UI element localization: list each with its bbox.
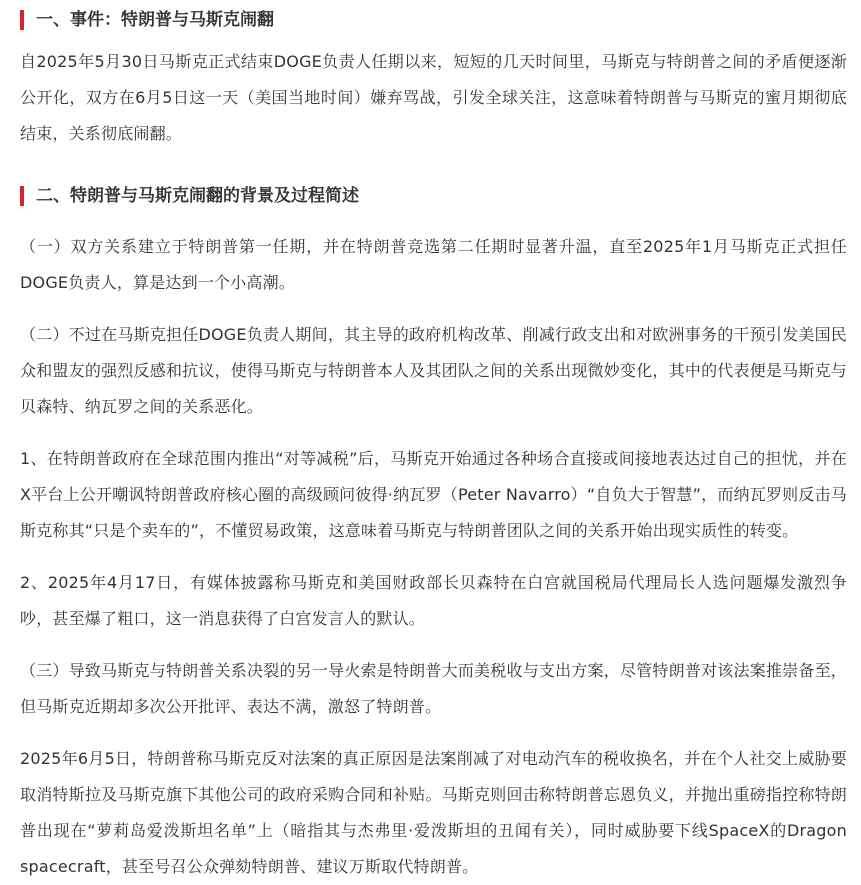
- section-heading-text: 一、事件：特朗普与马斯克闹翻: [36, 10, 274, 30]
- article: [0, 8, 861, 880]
- heading-accent-bar: [20, 10, 24, 30]
- paragraph-navarro-dispute: 1、在特朗普政府在全球范围内推出“对等减税”后，马斯克开始通过各种场合直接或间接地表达过自己的担忧，并在X平台上公开嘲讽特朗普政府核心圈的高级顾问彼得·纳瓦罗（Peter Navarro）“自负大于智慧”，而纳瓦罗则反击马斯克称其“只是个卖车的”，不懂贸易政策，这意味着马斯克与特朗普团队之间的关系开始出现实质性的转变。: [20, 449, 847, 540]
- paragraph-june-5-escalation: 2025年6月5日，特朗普称马斯克反对法案的真正原因是法案削减了对电动汽车的税收换名，并在个人社交上威胁要取消特斯拉及马斯克旗下其他公司的政府采购合同和补贴。马斯克则回击称特朗普忘恩负义，并抛出重磅指控称特朗普出现在“萝莉岛爱泼斯坦名单”上（暗指其与杰弗里·爱泼斯坦的丑闻有关），同时威胁要下线SpaceX的Dragon spacecraft，甚至号召公众弹劾特朗普、建议万斯取代特朗普。: [20, 749, 847, 876]
- paragraph-relationship-origin: （一）双方关系建立于特朗普第一任期，并在特朗普竞选第二任期时显著升温，直至2025年1月马斯克正式担任DOGE负责人，算是达到一个小高潮。: [20, 237, 847, 292]
- section-heading-event: [20, 8, 847, 32]
- paragraph-tax-bill: （三）导致马斯克与特朗普关系决裂的另一导火索是特朗普大而美税收与支出方案，尽管特朗普对该法案推崇备至，但马斯克近期却多次公开批评、表达不满，激怒了特朗普。: [20, 661, 847, 716]
- paragraph-bessent-quarrel: 2、2025年4月17日，有媒体披露称马斯克和美国财政部长贝森特在白宫就国税局代理局长人选问题爆发激烈争吵，甚至爆了粗口，这一消息获得了白宫发言人的默认。: [20, 573, 847, 628]
- paragraph-doge-tenure: （二）不过在马斯克担任DOGE负责人期间，其主导的政府机构改革、削减行政支出和对欧洲事务的干预引发美国民众和盟友的强烈反感和抗议，使得马斯克与特朗普本人及其团队之间的关系出现微妙变化，其中的代表便是马斯克与贝森特、纳瓦罗之间的关系恶化。: [20, 325, 847, 416]
- section-heading-text: 二、特朗普与马斯克闹翻的背景及过程简述: [36, 186, 359, 206]
- heading-accent-bar: [20, 186, 24, 206]
- section-heading-background: [20, 184, 847, 208]
- paragraph-event-summary: 自2025年5月30日马斯克正式结束DOGE负责人任期以来，短短的几天时间里，马斯克与特朗普之间的矛盾便逐渐公开化，双方在6月5日这一天（美国当地时间）嫌弃骂战，引发全球关注，这意味着特朗普与马斯克的蜜月期彻底结束，关系彻底闹翻。: [20, 52, 847, 143]
